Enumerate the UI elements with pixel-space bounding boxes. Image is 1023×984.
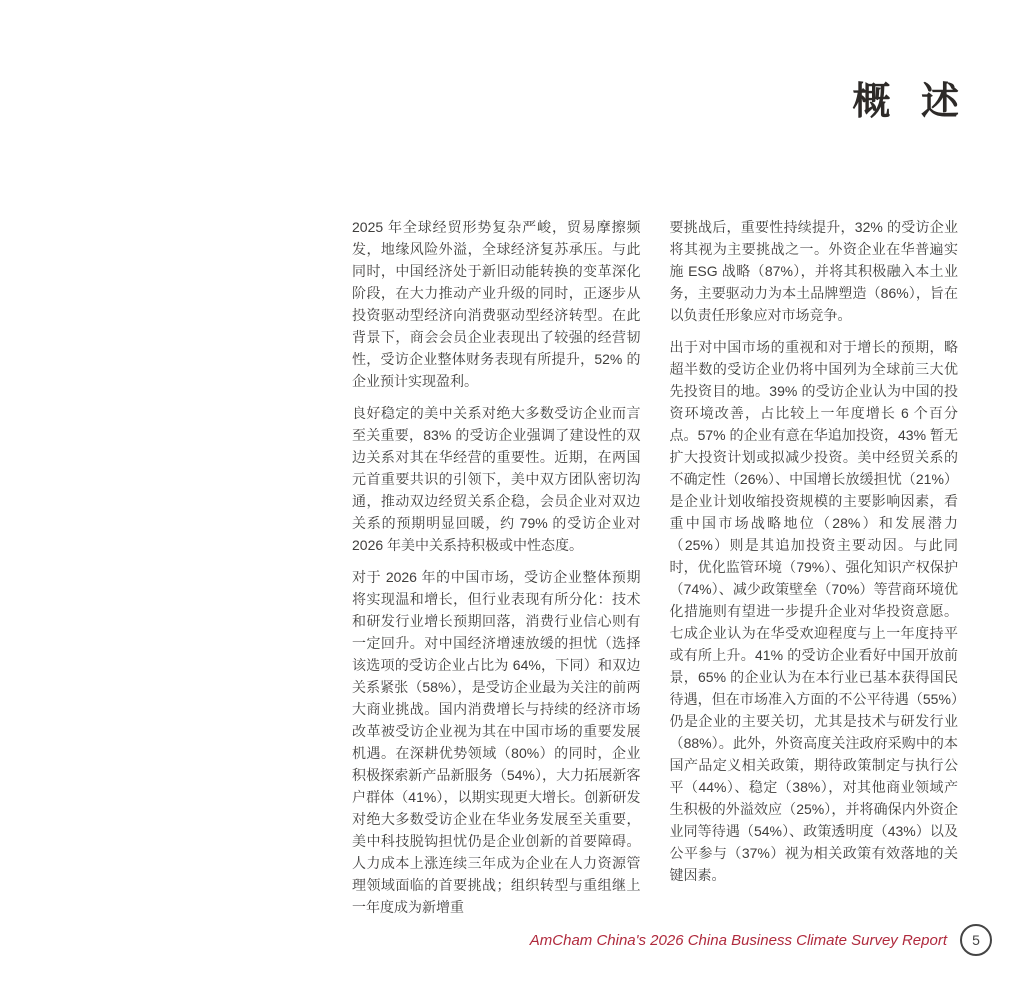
page-title: 概 述 <box>852 81 963 123</box>
page-number-badge: 5 <box>960 924 992 956</box>
footer-report-title: AmCham China's 2026 China Business Climate Survey Report <box>529 931 947 949</box>
body-text-columns <box>352 216 958 918</box>
paragraph: 对于 2026 年的中国市场，受访企业整体预期将实现温和增长，但行业表现有所分化：技术和研发行业增长预期回落，消费行业信心则有一定回升。对中国经济增速放缓的担忧（选择该选项的受访企业占比为 64%，下同）和双边关系紧张（58%），是受访企业最为关注的前两大商业挑战。国内消费增长与持续的经济市场改革被受访企业视为其在中国市场的重要发展机遇。在深耕优势领域（80%）的同时，企业积极探索新产品新服务（54%），大力拓展新客户群体（41%），以期实现更大增长。创新研发对绝大多数受访企业在华业务发展至关重要，美中科技脱钩担忧仍是企业创新的首要障碍。人力成本上涨连续三年成为企业在人力资源管理领域面临的首要挑战；组织转型与重组继上一年度成为新增重 <box>352 569 641 915</box>
page-footer <box>530 924 992 956</box>
body-column-right <box>670 216 959 918</box>
body-column-left <box>352 216 641 918</box>
paragraph: 2025 年全球经贸形势复杂严峻，贸易摩擦频发，地缘风险外溢，全球经济复苏承压。与此同时，中国经济处于新旧动能转换的变革深化阶段，在大力推动产业升级的同时，正逐步从投资驱动型经济向消费驱动型经济转型。在此背景下，商会会员企业表现出了较强的经营韧性，受访企业整体财务表现有所提升，52% 的企业预计实现盈利。 <box>352 219 641 389</box>
paragraph: 要挑战后，重要性持续提升，32% 的受访企业将其视为主要挑战之一。外资企业在华普遍实施 ESG 战略（87%），并将其积极融入本土业务，主要驱动力为本土品牌塑造（86%），旨在以负责任形象应对市场竞争。 <box>669 219 958 323</box>
paragraph: 出于对中国市场的重视和对于增长的预期，略超半数的受访企业仍将中国列为全球前三大优先投资目的地。39% 的受访企业认为中国的投资环境改善，占比较上一年度增长 6 个百分点。57% 的企业有意在华追加投资，43% 暂无扩大投资计划或拟减少投资。美中经贸关系的不确定性（26%）、中国增长放缓担忧（21%）是企业计划收缩投资规模的主要影响因素，看重中国市场战略地位（28%）和发展潜力（25%）则是其追加投资主要动因。与此同时，优化监管环境（79%）、强化知识产权保护（74%）、减少政策壁垒（70%）等营商环境优化措施则有望进一步提升企业对华投资意愿。七成企业认为在华受欢迎程度与上一年度持平或有所上升。41% 的受访企业看好中国开放前景，65% 的企业认为在本行业已基本获得国民待遇，但在市场准入方面的不公平待遇（55%）仍是企业的主要关切，尤其是技术与研发行业（88%）。此外，外资高度关注政府采购中的本国产品定义相关政策，期待政策制定与执行公平（44%）、稳定（38%），对其他商业领域产生积极的外溢效应（25%），并将确保内外资企业同等待遇（54%）、政策透明度（43%）以及公平参与（37%）视为相关政策有效落地的关键因素。 <box>669 339 958 883</box>
paragraph: 良好稳定的美中关系对绝大多数受访企业而言至关重要，83% 的受访企业强调了建设性的双边关系对其在华经营的重要性。近期，在两国元首重要共识的引领下，美中双方团队密切沟通，推动双边经贸关系企稳，会员企业对双边关系的预期明显回暖，约 79% 的受访企业对 2026 年美中关系持积极或中性态度。 <box>352 405 641 553</box>
